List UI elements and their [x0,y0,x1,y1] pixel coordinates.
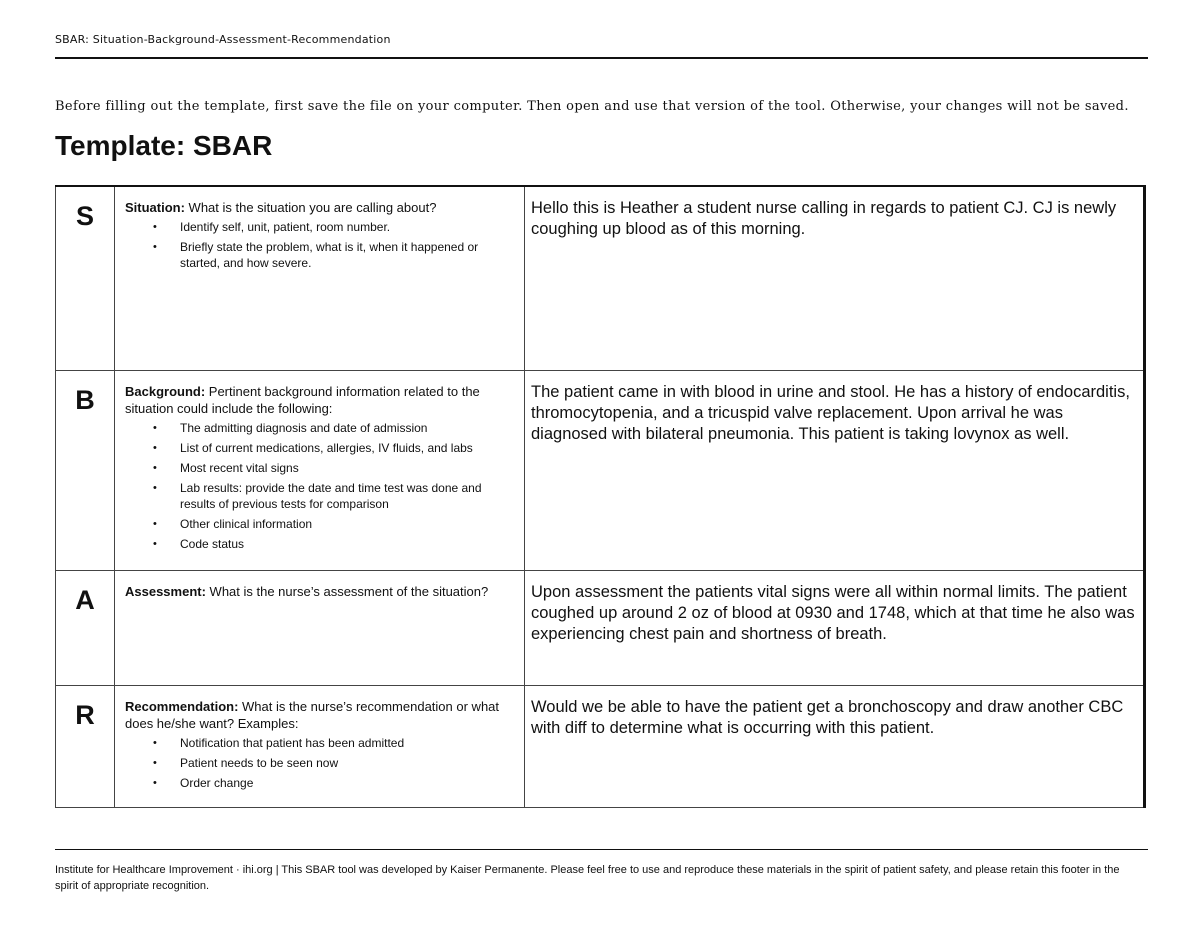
footer-text: Institute for Healthcare Improvement · ihi.org | This SBAR tool was developed by Kaiser Permanente. Please feel free to use and reproduce these materials in the spirit of patient safety, and please retain this footer in the spirit of appropriate recognition. [55,864,1120,892]
prompt-bullet-list [125,420,514,552]
row-letter-b: B [56,370,115,570]
prompt-situation [115,186,525,370]
row-letter-a: A [56,570,115,685]
list-item: • Most recent vital signs [125,460,514,476]
prompt-recommendation [115,685,525,807]
prompt-text: What is the nurse’s assessment of the situation? [205,583,489,599]
prompt-label: Assessment: [125,583,206,599]
table-row-assessment [56,570,1145,685]
response-field-recommendation[interactable]: Would we be able to have the patient get a bronchoscopy and draw another CBC with diff to determine what is occurring with this patient. [525,685,1145,807]
document-header-title: SBAR: Situation-Background-Assessment-Recommendation [55,33,391,46]
list-item: • Order change [125,775,514,791]
list-item: • Other clinical information [125,516,514,532]
prompt-text: Pertinent background information related to the situation could include the following: [125,383,480,416]
prompt-assessment [115,570,525,685]
sbar-table [55,185,1146,808]
table-row-background [56,370,1145,570]
prompt-text: What is the nurse’s recommendation or what does he/she want? Examples: [125,698,500,731]
list-item: • Identify self, unit, patient, room number. [125,219,514,235]
list-item: • Patient needs to be seen now [125,755,514,771]
response-field-assessment[interactable]: Upon assessment the patients vital signs were all within normal limits. The patient coughed up around 2 oz of blood at 0930 and 1748, which at that time he also was experiencing chest pain and shortness of breath. [525,570,1145,685]
list-item: • Code status [125,536,514,552]
instruction-text: Before filling out the template, first save the file on your computer. Then open and use that version of the tool. Otherwise, your changes will not be saved. [55,99,1129,114]
table-row-recommendation [56,685,1145,807]
prompt-label: Recommendation: [125,698,239,714]
list-item: • Notification that patient has been admitted [125,735,514,751]
row-letter-s: S [56,186,115,370]
prompt-text: What is the situation you are calling about? [184,200,437,215]
prompt-bullet-list [125,735,514,791]
header-divider [55,57,1148,59]
prompt-bullet-list [125,219,514,271]
response-field-situation[interactable]: Hello this is Heather a student nurse calling in regards to patient CJ. CJ is newly coughing up blood as of this morning. [525,186,1145,370]
prompt-label: Background: [125,383,206,399]
row-letter-r: R [56,685,115,807]
response-field-background[interactable]: The patient came in with blood in urine and stool. He has a history of endocarditis, thromocytopenia, and a tricuspid valve replacement. Upon arrival he was diagnosed with bilateral pneumonia. This patient is taking lovynox as well. [525,370,1145,570]
prompt-background [115,370,525,570]
table-row-situation [56,186,1145,370]
prompt-label: Situation: [125,200,185,215]
list-item: • The admitting diagnosis and date of admission [125,420,514,436]
list-item: • Lab results: provide the date and time test was done and results of previous tests for comparison [125,480,514,512]
footer-divider [55,849,1148,850]
list-item: • Briefly state the problem, what is it, when it happened or started, and how severe. [125,239,514,271]
list-item: • List of current medications, allergies, IV fluids, and labs [125,440,514,456]
page-title: Template: SBAR [55,130,273,161]
